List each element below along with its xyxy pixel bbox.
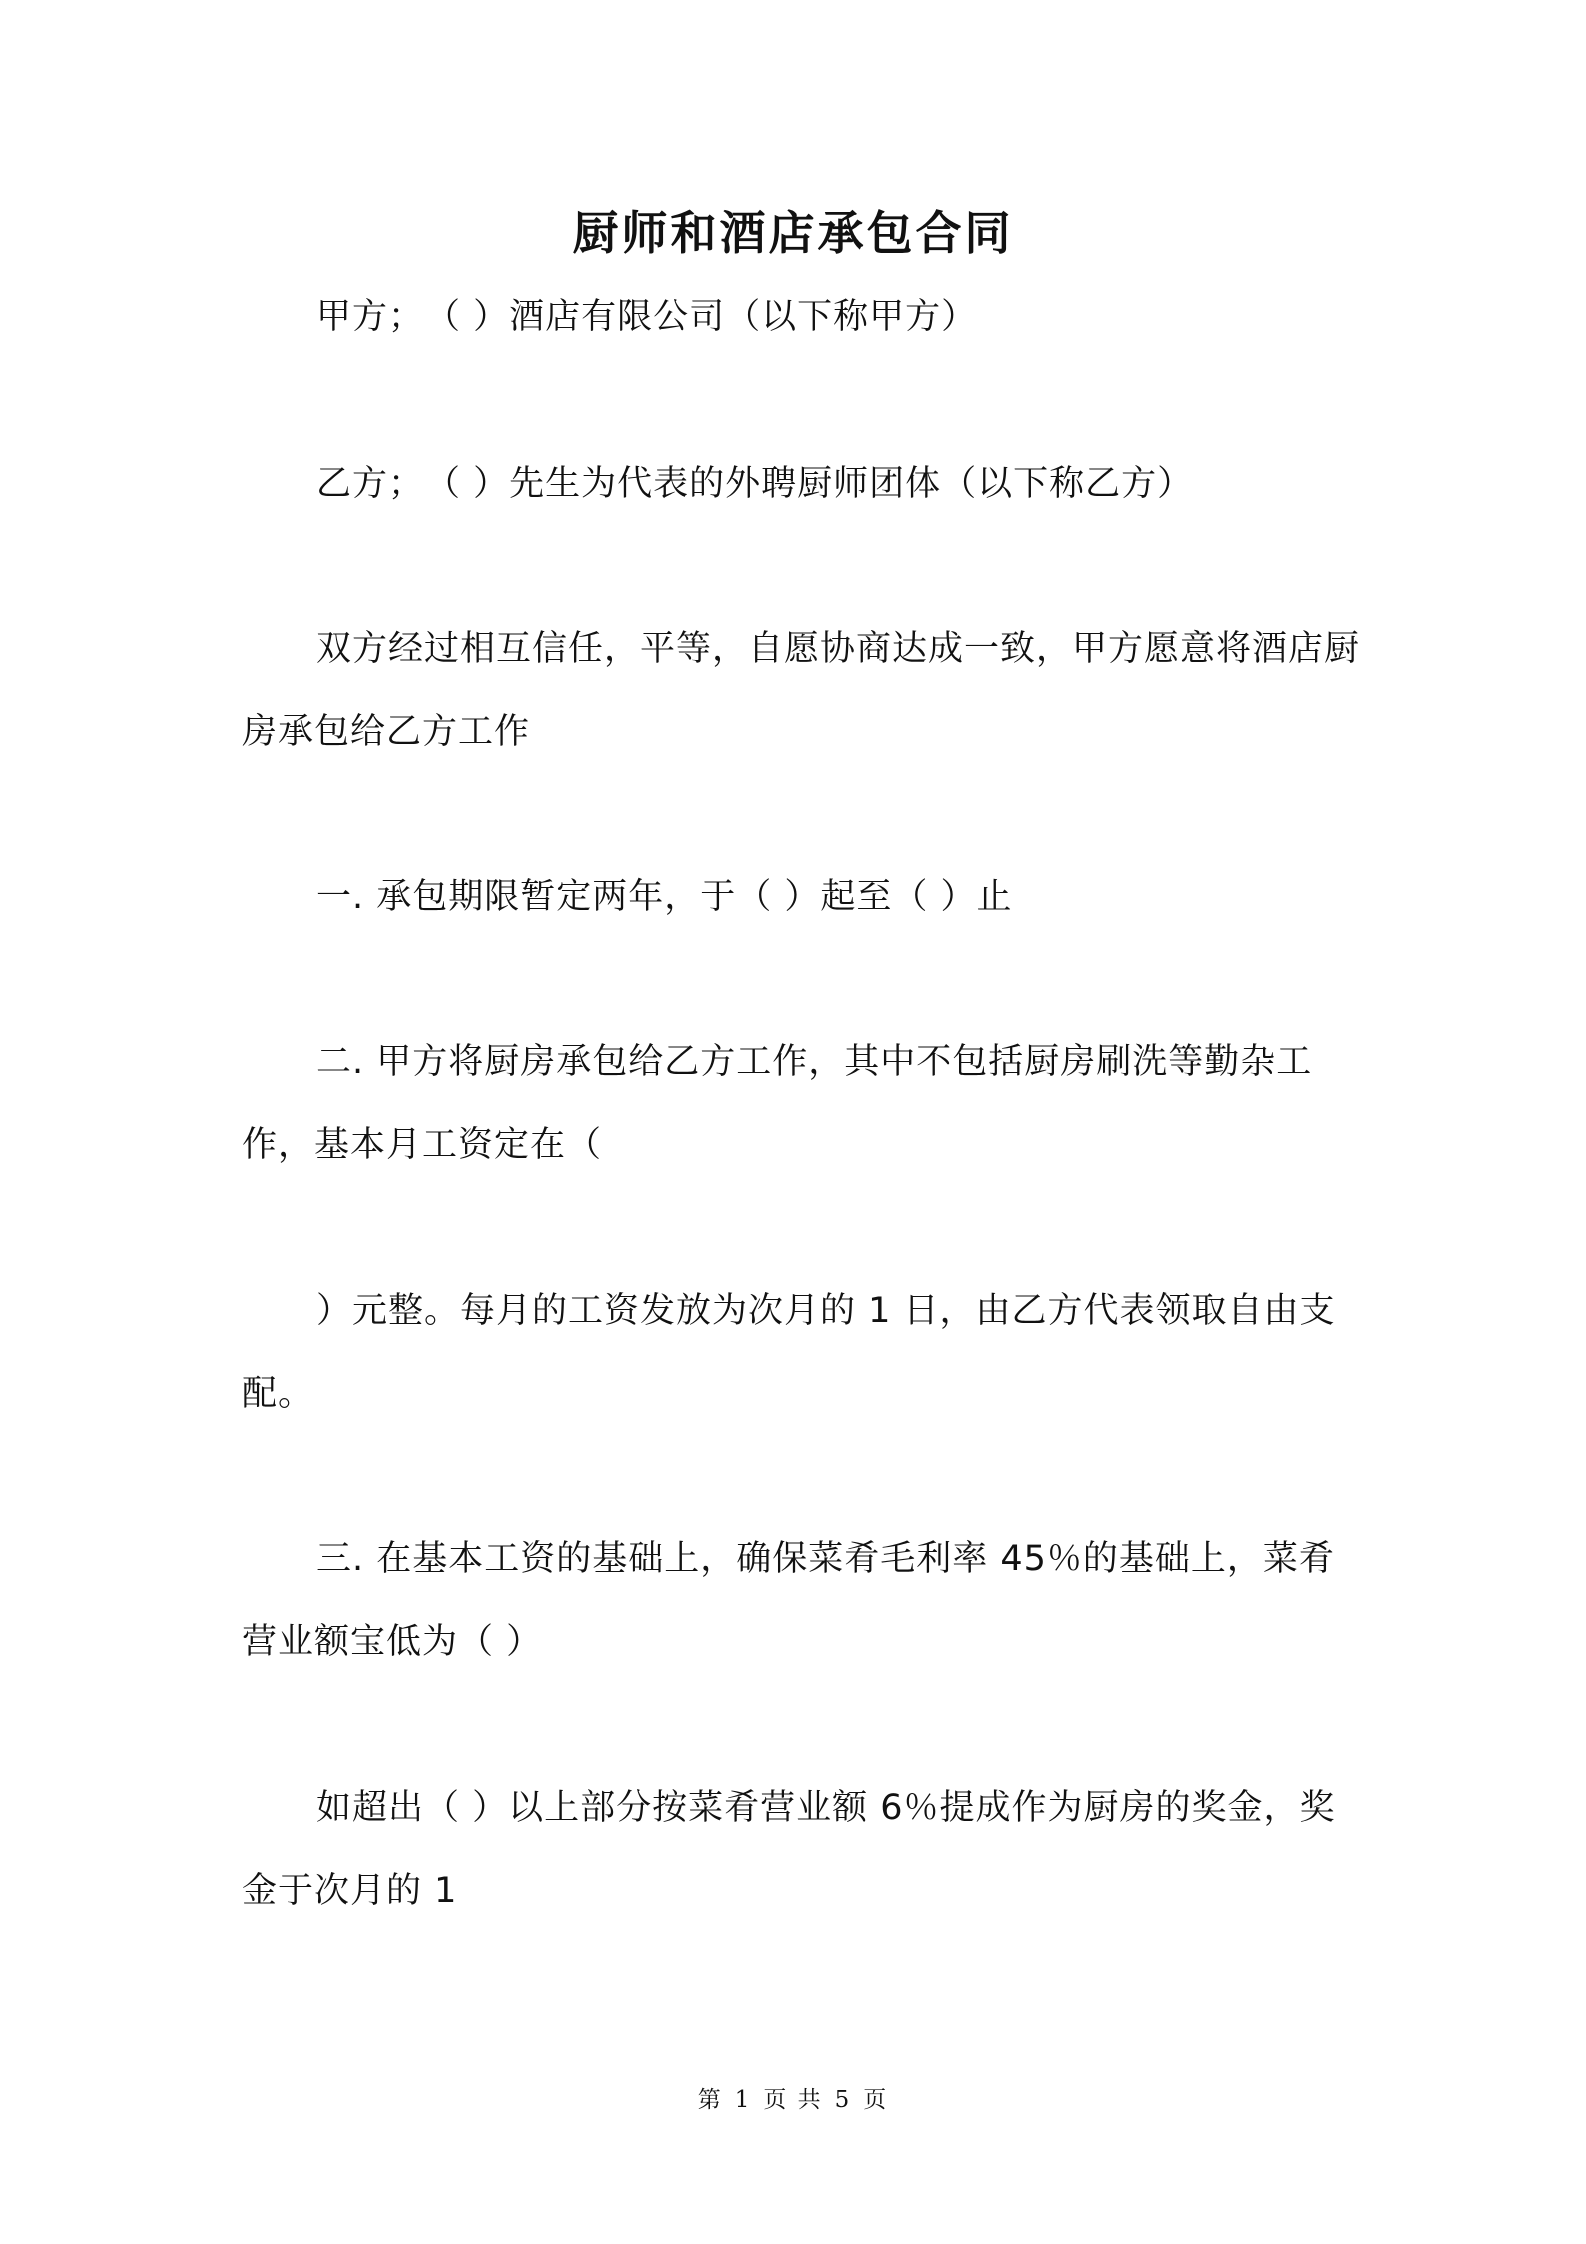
party-b-line: 乙方； （ ）先生为代表的外聘厨师团体（以下称乙方） — [316, 464, 1194, 504]
clause-2-continued-paragraph: ）元整。每月的工资发放为次月的 1 日，由乙方代表领取自由支配。 — [242, 1291, 1336, 1414]
agreement-intro-paragraph: 双方经过相互信任，平等，自愿协商达成一致，甲方愿意将酒店厨房承包给乙方工作 — [242, 629, 1361, 752]
party-a-line: 甲方； （ ）酒店有限公司（以下称甲方） — [316, 297, 978, 337]
clause-3-paragraph: 三. 在基本工资的基础上，确保菜肴毛利率 45％的基础上，菜肴营业额宝低为（ ） — [242, 1539, 1335, 1662]
bonus-paragraph: 如超出（ ）以上部分按菜肴营业额 6％提成作为厨房的奖金，奖金于次月的 1 — [242, 1788, 1336, 1911]
footer-page-total: 5 — [834, 2087, 852, 2113]
footer-page-suffix: 页 — [863, 2087, 889, 2113]
clause-2-paragraph: 二. 甲方将厨房承包给乙方工作，其中不包括厨房刷洗等勤杂工作，基本月工资定在（ — [242, 1042, 1313, 1165]
clause-1-paragraph: 一. 承包期限暂定两年，于（ ）起至（ ）止 — [316, 877, 1013, 917]
page-footer — [0, 2080, 1586, 2120]
footer-page-mid: 页 共 — [763, 2087, 823, 2113]
document-title: 厨师和酒店承包合同 — [572, 206, 1014, 260]
footer-page-number: 1 — [734, 2087, 752, 2113]
footer-page-prefix: 第 — [697, 2087, 723, 2113]
